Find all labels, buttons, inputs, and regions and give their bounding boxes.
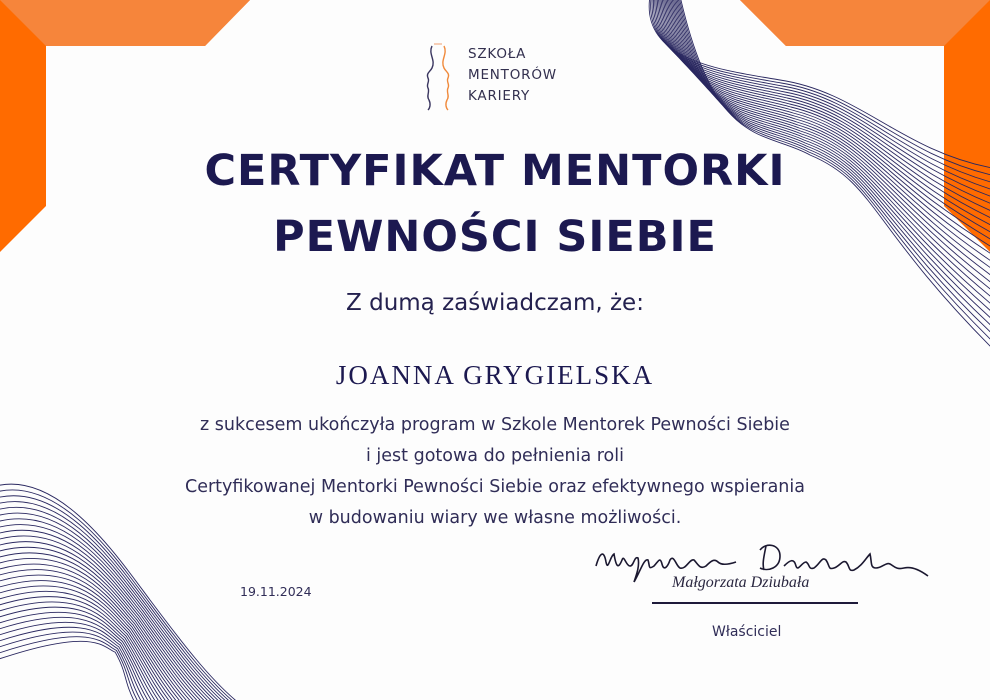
certificate-title-line-1: CERTYFIKAT MENTORKI <box>204 146 786 196</box>
school-logo <box>418 40 598 112</box>
body-line-4: w budowaniu wiary we własne możliwości. <box>308 508 682 528</box>
body-line-1: z sukcesem ukończyła program w Szkole Mentorek Pewności Siebie <box>200 415 790 435</box>
signer-name: Małgorzata Dziubała <box>672 574 810 591</box>
issue-date: 19.11.2024 <box>240 584 312 599</box>
certification-statement: Z dumą zaświadczam, że: <box>346 290 644 316</box>
body-line-2: i jest gotowa do pełnienia roli <box>365 446 624 466</box>
logo-line-2: MENTORÓW <box>468 67 557 83</box>
signature-line <box>652 602 858 604</box>
faces-logo-icon <box>418 40 464 112</box>
logo-text <box>468 44 557 107</box>
certificate-body <box>0 410 990 534</box>
recipient-name: JOANNA GRYGIELSKA <box>335 360 655 390</box>
signer-role: Właściciel <box>712 624 782 640</box>
logo-line-1: SZKOŁA <box>468 46 527 62</box>
certificate-title-line-2: PEWNOŚCI SIEBIE <box>273 212 717 262</box>
logo-line-3: KARIERY <box>468 88 531 104</box>
body-line-3: Certyfikowanej Mentorki Pewności Siebie oraz efektywnego wspierania <box>185 477 805 497</box>
